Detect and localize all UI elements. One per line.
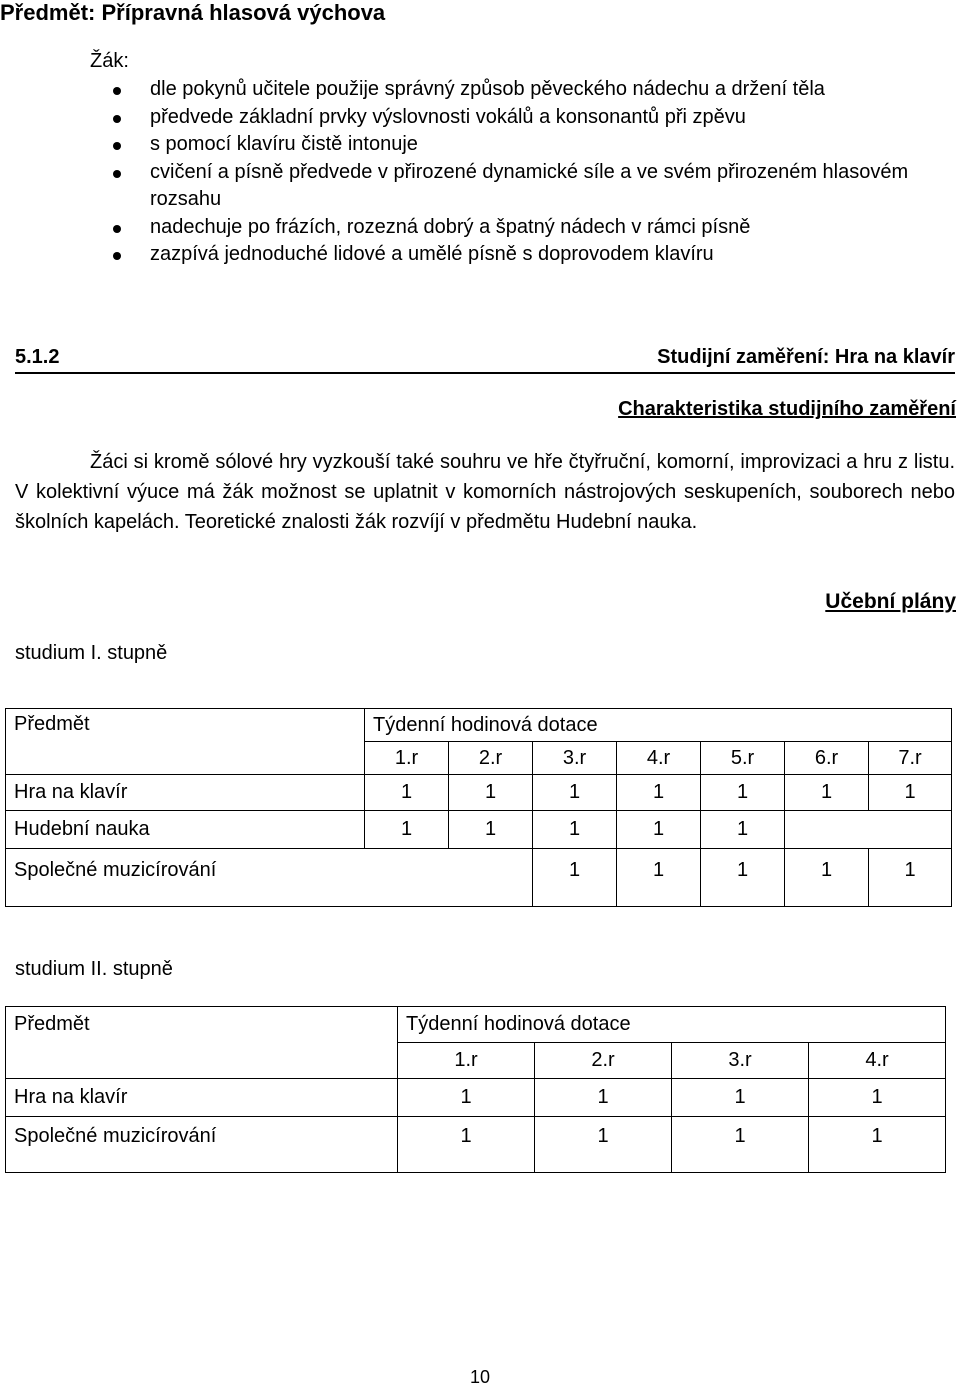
year-header: 7.r bbox=[869, 742, 952, 775]
hours-cell: 1 bbox=[365, 775, 449, 811]
table-header-subject: Předmět bbox=[6, 709, 365, 775]
hours-cell: 1 bbox=[672, 1117, 809, 1173]
year-header: 3.r bbox=[672, 1043, 809, 1079]
hours-cell: 1 bbox=[869, 849, 952, 907]
table-row bbox=[6, 849, 952, 907]
curriculum-title: Učební plány bbox=[825, 590, 956, 613]
hours-cell: 1 bbox=[398, 1117, 535, 1173]
hours-cell: 1 bbox=[449, 811, 533, 849]
section-heading bbox=[15, 346, 955, 374]
subject-cell: Hudební nauka bbox=[6, 811, 365, 849]
hours-cell: 1 bbox=[785, 849, 869, 907]
year-header: 5.r bbox=[701, 742, 785, 775]
year-header: 3.r bbox=[533, 742, 617, 775]
subject-cell: Společné muzicírování bbox=[6, 849, 533, 907]
hours-cell: 1 bbox=[701, 849, 785, 907]
table-header-weekly: Týdenní hodinová dotace bbox=[365, 709, 952, 742]
list-item: s pomocí klavíru čistě intonuje bbox=[110, 131, 960, 159]
year-header: 2.r bbox=[535, 1043, 672, 1079]
section-title: Studijní zaměření: Hra na klavír bbox=[657, 346, 955, 368]
outcome-list bbox=[110, 76, 960, 269]
subject-cell: Hra na klavír bbox=[6, 775, 365, 811]
hours-cell: 1 bbox=[449, 775, 533, 811]
list-item: cvičení a písně předvede v přirozené dynamické síle a ve svém přirozeném hlasovém rozsahu bbox=[110, 159, 960, 214]
subject-title: Předmět: Přípravná hlasová výchova bbox=[0, 0, 386, 25]
hours-cell: 1 bbox=[701, 811, 785, 849]
table-row bbox=[6, 1117, 946, 1173]
level2-label: studium II. stupně bbox=[15, 958, 173, 980]
hours-cell: 1 bbox=[535, 1117, 672, 1173]
characteristics-title: Charakteristika studijního zaměření bbox=[618, 398, 956, 420]
hours-cell: 1 bbox=[701, 775, 785, 811]
curriculum-table-level2 bbox=[5, 1006, 946, 1173]
empty-cell bbox=[785, 811, 952, 849]
hours-cell: 1 bbox=[869, 775, 952, 811]
list-item: zazpívá jednoduché lidové a umělé písně s doprovodem klavíru bbox=[110, 241, 960, 269]
list-item: předvede základní prvky výslovnosti vokálů a konsonantů při zpěvu bbox=[110, 104, 960, 132]
hours-cell: 1 bbox=[617, 811, 701, 849]
curriculum-table-level1 bbox=[5, 708, 952, 907]
table-header-weekly: Týdenní hodinová dotace bbox=[398, 1007, 946, 1043]
year-header: 2.r bbox=[449, 742, 533, 775]
list-item: nadechuje po frázích, rozezná dobrý a špatný nádech v rámci písně bbox=[110, 214, 960, 242]
hours-cell: 1 bbox=[672, 1079, 809, 1117]
page-number: 10 bbox=[469, 1367, 491, 1387]
year-header: 6.r bbox=[785, 742, 869, 775]
student-label: Žák: bbox=[90, 50, 129, 72]
level1-label: studium I. stupně bbox=[15, 642, 168, 664]
hours-cell: 1 bbox=[365, 811, 449, 849]
table-row bbox=[6, 1079, 946, 1117]
subject-cell: Společné muzicírování bbox=[6, 1117, 398, 1173]
table-row bbox=[6, 811, 952, 849]
hours-cell: 1 bbox=[533, 811, 617, 849]
section-number: 5.1.2 bbox=[15, 346, 60, 368]
hours-cell: 1 bbox=[617, 775, 701, 811]
hours-cell: 1 bbox=[535, 1079, 672, 1117]
hours-cell: 1 bbox=[398, 1079, 535, 1117]
hours-cell: 1 bbox=[785, 775, 869, 811]
table-header-subject: Předmět bbox=[6, 1007, 398, 1079]
characteristics-paragraph: Žáci si kromě sólové hry vyzkouší také souhru ve hře čtyřruční, komorní, improvizaci a hru z listu. V kolektivní výuce má žák možnost se uplatnit v komorních nástrojových seskupeních, souborech nebo školních kapelách. Teoretické znalosti žák rozvíjí v předmětu Hudební nauka. bbox=[15, 451, 955, 533]
hours-cell: 1 bbox=[533, 849, 617, 907]
year-header: 1.r bbox=[365, 742, 449, 775]
hours-cell: 1 bbox=[809, 1117, 946, 1173]
year-header: 4.r bbox=[809, 1043, 946, 1079]
hours-cell: 1 bbox=[617, 849, 701, 907]
table-row bbox=[6, 775, 952, 811]
hours-cell: 1 bbox=[533, 775, 617, 811]
subject-cell: Hra na klavír bbox=[6, 1079, 398, 1117]
list-item: dle pokynů učitele použije správný způsob pěveckého nádechu a držení těla bbox=[110, 76, 960, 104]
hours-cell: 1 bbox=[809, 1079, 946, 1117]
year-header: 4.r bbox=[617, 742, 701, 775]
year-header: 1.r bbox=[398, 1043, 535, 1079]
